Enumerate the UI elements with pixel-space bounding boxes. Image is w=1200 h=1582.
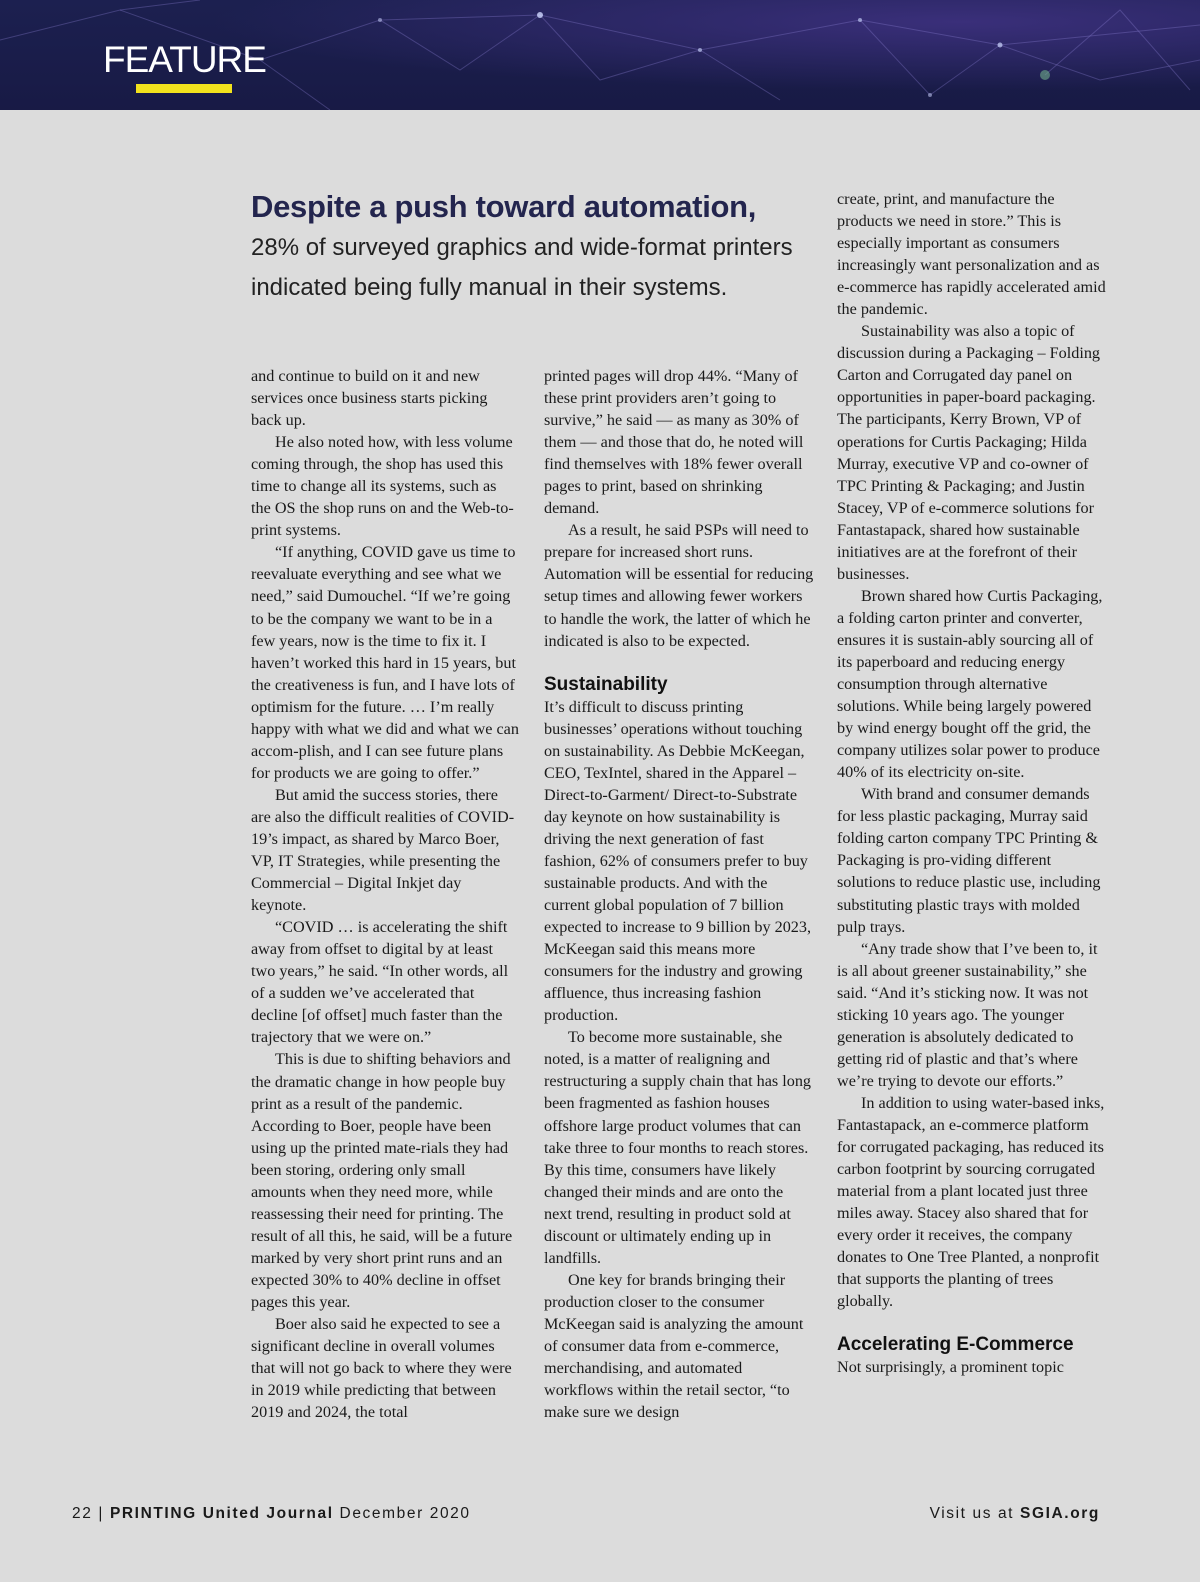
paragraph: One key for brands bringing their production closer to the consumer McKeegan said is analyzing the amount of consumer data from e-commerce, merchandising, and automated workflows within the retail sector, “to make sure we design [544, 1270, 804, 1422]
paragraph: He also noted how, with less volume coming through, the shop has used this time to change all its systems, such as the OS the shop runs on and the Web-to-print systems. [251, 433, 514, 540]
feature-banner [0, 0, 1200, 110]
section-label-underline [136, 84, 232, 93]
paragraph: Brown shared how Curtis Packaging, a folding carton printer and converter, ensures it is sustain-ably sourcing all of its paperboard and reducing energy consumption through alternative solutions. While being largely powered by wind energy bought off the grid, the company utilizes solar power to produce 40% of its electricity on-site. [837, 586, 1103, 782]
paragraph: create, print, and manufacture the products we need in store.” This is especially important as consumers increasingly want personalization and as e-commerce has rapidly accelerated amid the pandemic. [837, 190, 1106, 319]
paragraph: To become more sustainable, she noted, is a matter of realigning and restructuring a supply chain that has long been fragmented as fashion houses offshore large product volumes that can take three to four months to reach stores. By this time, consumers have likely changed their minds and are onto the next trend, resulting in product sold at discount or ultimately ending up in landfills. [544, 1028, 812, 1267]
paragraph: and continue to build on it and new services once business starts picking back up. [251, 367, 488, 430]
article-column-3 [837, 188, 1107, 1378]
paragraph: As a result, he said PSPs will need to prepare for increased short runs. Automation will be essential for reducing setup times and allowing fewer workers to handle the work, the latter of which he indicated is also to be expected. [544, 521, 814, 650]
pull-quote-lead: Despite a push toward automation, [251, 189, 757, 224]
issue-date: December 2020 [339, 1505, 471, 1522]
pull-quote-body: 28% of surveyed graphics and wide-format printers indicated being fully manual in their systems. [251, 234, 793, 301]
pull-quote [251, 186, 811, 308]
paragraph: With brand and consumer demands for less plastic packaging, Murray said folding carton company TPC Printing & Packaging is pro-viding different solutions to reduce plastic use, including substituting plastic trays with molded pulp trays. [837, 785, 1101, 936]
paragraph: This is due to shifting behaviors and the dramatic change in how people buy print as a result of the pandemic. According to Boer, people have been using up the printed mate-rials they had been storing, ordering only small amounts when they need more, while reassessing their need for printing. The result of all this, he said, will be a future marked by very short print runs and an expected 30% to 40% decline in offset pages this year. [251, 1050, 513, 1311]
paragraph: Sustainability was also a topic of discussion during a Packaging – Folding Carton and Corrugated day panel on opportunities in paper-board packaging. The participants, Kerry Brown, VP of operations for Curtis Packaging; Hilda Murray, executive VP and co-owner of TPC Printing & Packaging; and Justin Stacey, VP of e-commerce solutions for Fantastapack, shared how sustainable initiatives are at the forefront of their businesses. [837, 322, 1101, 583]
page-footer-right [930, 1505, 1100, 1523]
section-label: FEATURE [103, 39, 266, 80]
page-footer-left [72, 1505, 471, 1523]
paragraph: It’s difficult to discuss printing businesses’ operations without touching on sustainability. As Debbie McKeegan, CEO, TexIntel, shared in the Apparel – Direct-to-Garment/ Direct-to-Substrate day keynote on how sustainability is driving the next generation of fast fashion, 62% of consumers prefer to buy sustainable products. And with the current global population of 7 billion expected to increase to 9 billion by 2023, McKeegan said this means more consumers for the industry and growing affluence, thus increasing fashion production. [544, 697, 812, 1025]
page-number: 22 [72, 1505, 93, 1522]
website-link[interactable]: SGIA.org [1020, 1505, 1100, 1522]
paragraph: Boer also said he expected to see a significant decline in overall volumes that will not go back to where they were in 2019 while predicting that between 2019 and 2024, the total [251, 1315, 512, 1422]
footer-separator: | [98, 1505, 105, 1522]
paragraph: “COVID … is accelerating the shift away from offset to digital by at least two years,” he said. “In other words, all of a sudden we’ve accelerated that decline [of offset] much faster than the trajectory that we were on.” [251, 918, 509, 1047]
paragraph: printed pages will drop 44%. “Many of these print providers aren’t going to survive,” he said — as many as 30% of them — and those that do, he noted will find themselves with 18% fewer overall pages to print, based on shrinking demand. [544, 367, 804, 518]
paragraph: “If anything, COVID gave us time to reevaluate everything and see what we need,” said Dumouchel. “If we’re going to be the company we want to be in a few years, now is the time to fix it. I haven’t worked this hard in 15 years, but the creativeness is fun, and I have lots of optimism for the future. … I’m really happy with what we did and what we can accom-plish, and I can see future plans for products we are going to offer.” [251, 543, 519, 782]
visit-prefix: Visit us at [929, 1505, 1015, 1522]
publication-name: PRINTING United Journal [109, 1505, 334, 1522]
article-column-1 [251, 365, 519, 1423]
section-heading-accelerating-ecommerce: Accelerating E-Commerce [837, 1334, 1074, 1356]
paragraph: But amid the success stories, there are also the difficult realities of COVID-19’s impact, as shared by Marco Boer, VP, IT Strategies, while presenting the Commercial – Digital Inkjet day keynote. [251, 785, 515, 915]
paragraph: Not surprisingly, a prominent topic [837, 1358, 1064, 1377]
paragraph: “Any trade show that I’ve been to, it is all about greener sustainability,” she said. “And it’s sticking now. It was not sticking 10 years ago. The younger generation is absolutely dedicated to getting rid of plastic and that’s where we’re trying to devote our efforts.” [837, 939, 1098, 1090]
section-heading-sustainability: Sustainability [544, 673, 668, 695]
article-column-2 [544, 365, 814, 1423]
paragraph: In addition to using water-based inks, Fantastapack, an e-commerce platform for corrugated packaging, has reduced its carbon footprint by sourcing corrugated material from a plant located just three miles away. Stacey also shared that for every order it receives, the company donates to One Tree Planted, a nonprofit that supports the planting of trees globally. [837, 1093, 1105, 1311]
